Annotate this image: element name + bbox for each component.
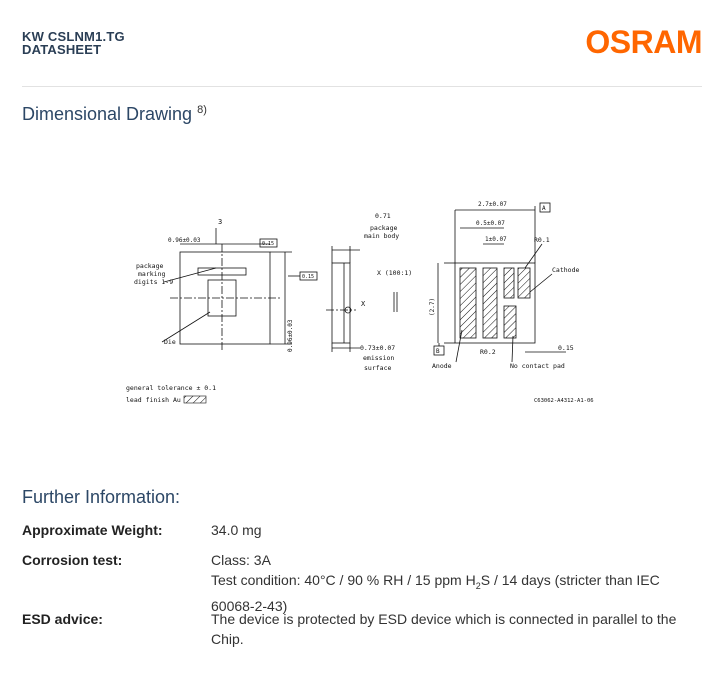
side-071: 0.71 — [375, 212, 391, 220]
dim-r02: R0.2 — [480, 348, 496, 356]
lead-finish-hatch — [184, 396, 206, 403]
header-divider — [22, 86, 702, 87]
dim-top-width: 3 — [218, 218, 223, 226]
side-x-detail: X (100:1) — [377, 269, 413, 277]
general-tolerance: general tolerance ± 0.1 — [126, 384, 217, 392]
dim-05: 0.5±0.07 — [476, 220, 505, 227]
corrosion-condition-sub: 2 — [475, 580, 481, 591]
document-header — [22, 30, 125, 56]
corrosion-class: Class: 3A — [211, 552, 271, 568]
dim-015-bottom: 0.15 — [558, 344, 574, 352]
dim-27-vertical: (2.7) — [429, 297, 436, 316]
esd-value: The device is protected by ESD device which is connected in parallel to the Chip. — [211, 611, 677, 647]
corrosion-label: Corrosion test: — [22, 552, 123, 568]
lead-finish: lead finish Au — [126, 396, 181, 404]
side-surface: surface — [364, 364, 392, 372]
ref-b: B — [436, 348, 440, 355]
side-emission: emission — [363, 354, 395, 362]
weight-value: 34.0 mg — [211, 522, 262, 538]
dim-096-vertical: 0.96±0.03 — [287, 319, 294, 352]
corrosion-condition-post: S / 14 days (stricter than IEC 60068-2-43) — [211, 572, 660, 614]
doc-type: DATASHEET — [22, 42, 102, 57]
pkg-marking-2: marking — [138, 270, 166, 278]
weight-label: Approximate Weight: — [22, 522, 163, 538]
side-view — [326, 246, 397, 352]
dim-r01: R0.1 — [534, 236, 550, 244]
side-main-body: main body — [364, 232, 400, 240]
side-x-marker: X — [361, 300, 366, 308]
tol-015-mark: 0.15 — [302, 274, 315, 280]
cathode-label: Cathode — [552, 266, 580, 274]
dimensional-drawing — [120, 200, 620, 415]
pkg-marking-3: digits 1-9 — [134, 278, 174, 286]
corrosion-value — [211, 550, 691, 616]
product-code: KW CSLNM1.TG — [22, 29, 125, 44]
esd-label: ESD advice: — [22, 611, 103, 627]
side-073: 0.73±0.07 — [360, 344, 396, 352]
die-label: Die — [164, 338, 176, 346]
drawing-number: C63062-A4312-A1-06 — [534, 398, 594, 404]
pkg-marking-1: package — [136, 262, 164, 270]
corrosion-condition-pre: Test condition: 40°C / 90 % RH / 15 ppm H — [211, 572, 476, 588]
footnote-marker: 8) — [197, 104, 207, 116]
side-package: package — [370, 224, 398, 232]
dim-27: 2.7±0.07 — [478, 201, 507, 208]
dim-096-horizontal: 0.96±0.03 — [168, 237, 201, 244]
tol-015-top: 0.15 — [262, 241, 275, 247]
dimensional-drawing-heading — [22, 103, 207, 125]
dim-1: 1±0.07 — [485, 236, 507, 243]
no-contact-pad-label: No contact pad — [510, 362, 565, 370]
anode-label: Anode — [432, 362, 452, 370]
further-information-heading: Further Information: — [22, 487, 181, 507]
dimensional-drawing-title: Dimensional Drawing — [22, 104, 193, 124]
ref-a: A — [542, 205, 546, 212]
osram-logo: OSRAM — [585, 24, 702, 60]
